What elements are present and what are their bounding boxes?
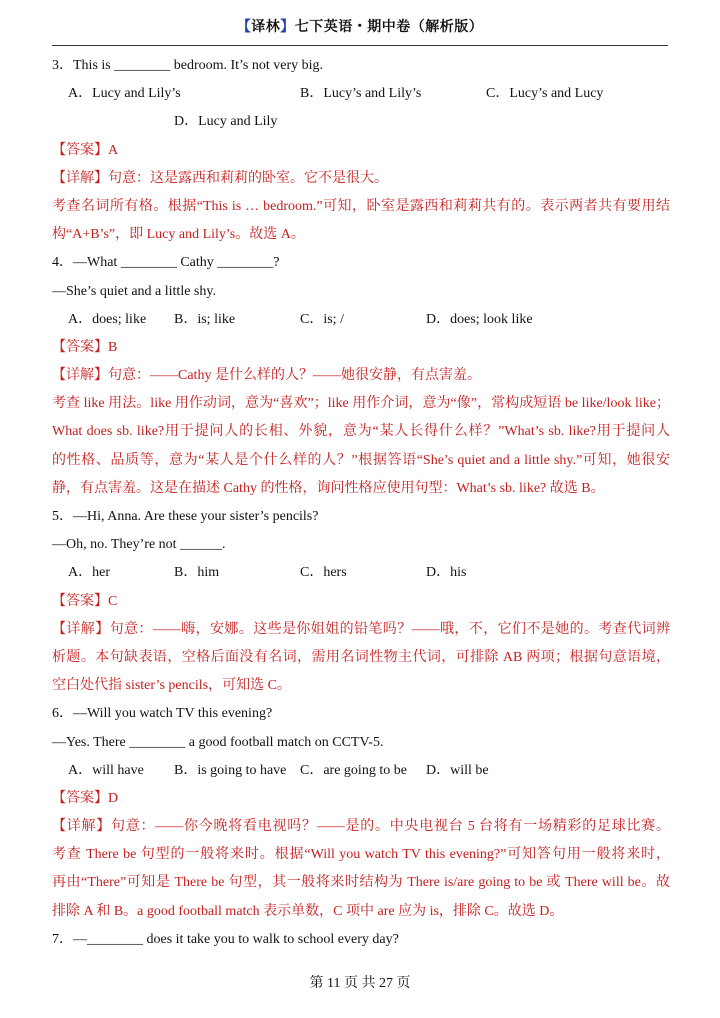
question-4-option-a: A．does; like [68, 311, 147, 327]
question-5-detail: 【详解】句意：——嗨，安娜。这些是你姐姐的铅笔吗？——哦，不，它们不是她的。考查代词辨 [52, 621, 670, 637]
header-rule [52, 45, 668, 46]
question-3-option-b: B．Lucy’s and Lily’s [300, 86, 422, 102]
question-4-explanation: 的性格、品质等，意为“某人是个什么样的人？”根据答语“She’s quiet and a little shy.”可知，她很安 [52, 452, 670, 468]
question-3-option-a: A．Lucy and Lily’s [68, 86, 181, 102]
question-3-stem: 3．This is ________ bedroom. It’s not very big. [52, 58, 324, 73]
question-4-option-d: D．does; look like [426, 311, 533, 327]
question-6-stem: 6．—Will you watch TV this evening? [52, 706, 273, 722]
question-3-options-row1 [52, 80, 670, 108]
question-4-reply: —She’s quiet and a little shy. [52, 283, 216, 299]
question-4-option-c: C．is; / [300, 311, 344, 327]
question-4-options [52, 306, 670, 334]
question-3-option-d: D．Lucy and Lily [174, 114, 278, 130]
question-5-reply: —Oh, no. They’re not ______. [52, 537, 226, 553]
question-5-explanation: 析题。本句缺表语，空格后面没有名词，需用名词性物主代词，可排除 AB 两项；根据句意语境， [52, 649, 670, 665]
question-4-option-b: B．is; like [174, 311, 236, 327]
question-4-stem: 4．—What ________ Cathy ________? [52, 255, 280, 271]
question-6-explanation: 再由“There”可知是 There be 句型，其一般将来时结构为 There is/are going to be 或 There will be。故 [52, 875, 670, 891]
question-5-answer: 【答案】C [52, 593, 118, 609]
question-3-option-c: C．Lucy’s and Lucy [486, 86, 604, 102]
question-3-detail: 【详解】句意：这是露西和莉莉的卧室。它不是很大。 [52, 170, 388, 186]
question-4-answer: 【答案】B [52, 339, 118, 355]
question-3-options-row2 [52, 108, 670, 136]
question-6-explanation: 考查 There be 句型的一般将来时。根据“Will you watch TV this evening?”可知答句用一般将来时， [52, 847, 670, 863]
question-4-detail: 【详解】句意：——Cathy 是什么样的人？——她很安静，有点害羞。 [52, 368, 481, 384]
question-5-option-b: B．him [174, 565, 220, 581]
question-3-explanation: 考查名词所有格。根据“This is … bedroom.”可知，卧室是露西和莉莉共有的。表示两者共有要用结 [52, 198, 670, 214]
question-5-option-d: D．his [426, 565, 467, 581]
question-5-explanation: 空白处代指 sister’s pencils，可知选 C。 [52, 678, 291, 694]
question-3-answer: 【答案】A [52, 142, 119, 158]
question-6-option-a: A．will have [68, 762, 144, 778]
header-bracket-left: 【 [236, 20, 252, 35]
question-7-stem: 7．—________ does it take you to walk to school every day? [52, 931, 399, 947]
page-content [52, 52, 670, 954]
page-header [0, 16, 720, 36]
question-5-options [52, 559, 670, 587]
question-5-option-a: A．her [68, 565, 110, 581]
question-6-option-b: B．is going to have [174, 762, 287, 778]
header-title: 七下英语・期中卷（解析版） [294, 20, 484, 35]
question-3-explanation: 构“A+B’s”，即 Lucy and Lily’s。故选 A。 [52, 227, 305, 243]
question-4-explanation: 静，有点害羞。这是在描述 Cathy 的性格，询问性格应使用句型：What’s sb. like? 故选 B。 [52, 480, 605, 496]
question-5-option-c: C．hers [300, 565, 347, 581]
question-6-options [52, 757, 670, 785]
question-6-option-c: C．are going to be [300, 762, 407, 778]
question-4-explanation: What does sb. like?用于提问人的长相、外貌，意为“某人长得什么样？”What’s sb. like?用于提问人 [52, 424, 670, 440]
page-number: 第 11 页 共 27 页 [309, 976, 411, 991]
header-brand: 译林 [251, 20, 281, 35]
header-bracket-right: 】 [280, 20, 295, 35]
question-6-detail: 【详解】句意：——你今晚将看电视吗？——是的。中央电视台 5 台将有一场精彩的足球比赛。 [52, 819, 670, 835]
question-6-answer: 【答案】D [52, 790, 119, 806]
question-6-explanation: 排除 A 和 B。a good football match 表示单数，C 项中 are 应为 is，排除 C。故选 D。 [52, 903, 564, 919]
question-6-reply: —Yes. There ________ a good football match on CCTV-5. [52, 734, 384, 750]
question-6-option-d: D．will be [426, 762, 489, 778]
question-4-explanation: 考查 like 用法。like 用作动词，意为“喜欢”；like 用作介词，意为“像”，常构成短语 be like/look like； [52, 396, 670, 412]
question-5-stem: 5．—Hi, Anna. Are these your sister’s pencils? [52, 509, 319, 524]
